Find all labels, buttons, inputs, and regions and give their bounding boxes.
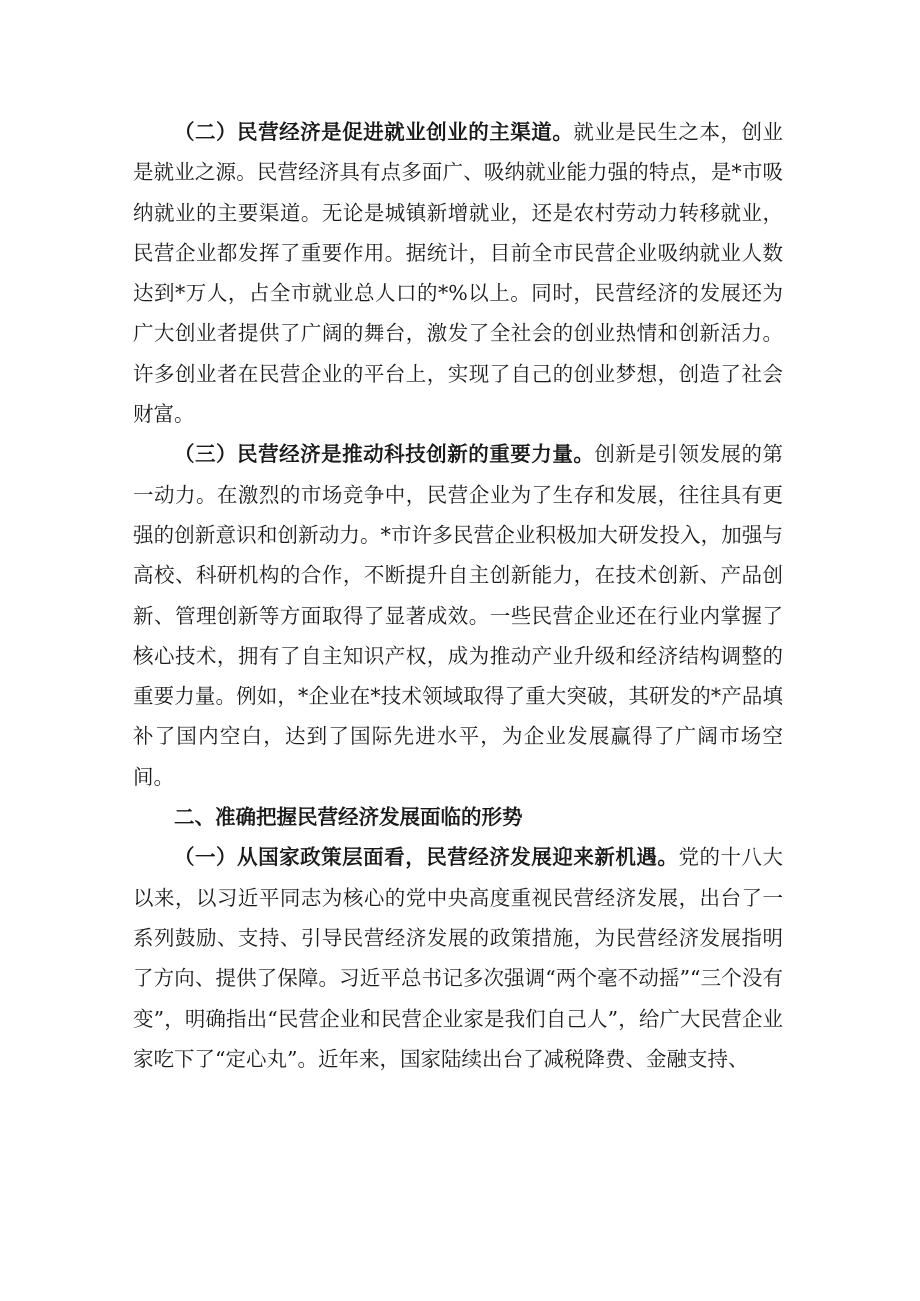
paragraph-lead: （三）民营经济是推动科技创新的重要力量。 bbox=[174, 442, 595, 467]
paragraph-national-policy bbox=[133, 837, 783, 1079]
paragraph-text: 党的十八大以来，以习近平同志为核心的党中央高度重视民营经济发展，出台了一系列鼓励、支持、引导民营经济发展的政策措施，为民营经济发展指明了方向、提供了保障。习近平总书记多次强调“两个毫不动摇”“三个没有变”，明确指出“民营企业和民营企业家是我们自己人”，给广大民营企业家吃下了“定心丸”。近年来，国家陆续出台了减税降费、金融支持、 bbox=[133, 845, 784, 1071]
paragraph-text: 创新是引领发展的第一动力。在激烈的市场竞争中，民营企业为了生存和发展，往往具有更强的创新意识和创新动力。*市许多民营企业积极加大研发投入，加强与高校、科研机构的合作，不断提升自主创新能力，在技术创新、产品创新、管理创新等方面取得了显著成效。一些民营企业还在行业内掌握了核心技术，拥有了自主知识产权，成为推动产业升级和经济结构调整的重要力量。例如，*企业在*技术领域取得了重大突破，其研发的*产品填补了国内空白，达到了国际先进水平，为企业发展赢得了广阔市场空间。 bbox=[133, 442, 784, 789]
paragraph-innovation bbox=[133, 434, 783, 797]
paragraph-text: 就业是民生之本，创业是就业之源。民营经济具有点多面广、吸纳就业能力强的特点，是*市吸纳就业的主要渠道。无论是城镇新增就业，还是农村劳动力转移就业，民营企业都发挥了重要作用。据统计，目前全市民营企业吸纳就业人数达到*万人，占全市就业总人口的*%以上。同时，民营经济的发展还为广大创业者提供了广阔的舞台，激发了全社会的创业热情和创新活力。许多创业者在民营企业的平台上，实现了自己的创业梦想，创造了社会财富。 bbox=[133, 120, 784, 427]
section-heading: 二、准确把握民营经济发展面临的形势 bbox=[174, 805, 523, 830]
paragraph-lead: （一）从国家政策层面看，民营经济发展迎来新机遇。 bbox=[174, 845, 679, 870]
paragraph-lead: （二）民营经济是促进就业创业的主渠道。 bbox=[174, 120, 574, 144]
document-body bbox=[133, 112, 783, 1079]
paragraph-employment bbox=[133, 112, 783, 434]
